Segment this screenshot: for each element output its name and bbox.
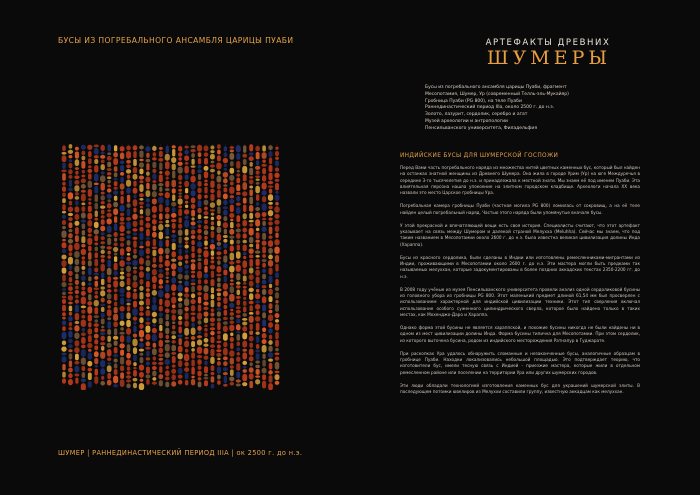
paragraph: Однако форма этой бусины не является хараппской, и похожие бусины никогда не были найдены ни в одном из мест цивилизации долины Инда. Форма бусины типична для Месопотамии. При этом сердолик, из которого выточена бусина, родом из индийского месторождения Ратнапур в Гуджарате. <box>400 325 640 343</box>
paragraph: Перед Вами часть погребального наряда из множества нитей цветных каменных бус, который был найден на останках знатной женщины из Древнего Шумера. Она жила в городе Урим (Ур) на юге Междуречья в середине 3-го тысячелетия до н.э. и принадлежала к местной знати. Мы знаем её под именем Пуаби. Эта влиятельная персона нашла упокоение на элитном городском кладбище. Археологи начала XX века назвали это место Царское гробницы Ура. <box>400 165 640 195</box>
artifact-metadata <box>425 85 625 133</box>
left-page-title: БУСЫ ИЗ ПОГРЕБАЛЬНОГО АНСАМБЛЯ ЦАРИЦЫ ПУАБИ <box>58 36 294 45</box>
paragraph: В 2008 году учёные из музея Пенсильванского университета провели анализ одной сердоликовой бусины из головного убора из гробницы PG 800. Этот маленький предмет длиной 61,54 мм был просверлен с использованием характерной для индийской цивилизации техники. Этот тип сверления включал использование особого суженного цилиндрического сверла, которое было найдено только в таких местах, как Мохенджо-Даро и Хараппа. <box>400 286 640 317</box>
header-title: ШУМЕРЫ <box>486 47 612 69</box>
photo-caption: ШУМЕР | РАННЕДИНАСТИЧЕСКИЙ ПЕРИОД IIIA | ок 2500 г. до н.э. <box>58 449 303 457</box>
metadata-line: Золото, лазурит, сердолик, серебро и агат <box>425 112 528 118</box>
metadata-line: Музей археологии и антропологии <box>425 118 508 124</box>
section-heading: ИНДИЙСКИЕ БУСЫ ДЛЯ ШУМЕРСКОЙ ГОСПОЖИ <box>400 153 559 159</box>
metadata-line: Бусы из погребального ансамбля царицы Пуаби, фрагмент <box>425 85 567 90</box>
paragraph: Эти люди обладали технологией изготовления каменных бус для украшений шумерской элиты. В последующем потомки ювелиров из Мелуххи составили группу, известную аккадцам как мелуххан. <box>400 382 640 394</box>
article-body <box>400 165 640 402</box>
paragraph: Погребальная камера гробницы Пуаби (частная могила PG 800) ломилась от сокровищ, а на её теле найден целый погребальный наряд. Частью этого наряда были упомянутые вначале бусы. <box>400 203 640 215</box>
metadata-line: Пенсильванского университета, Филадельфия <box>425 125 538 131</box>
beaded-necklace-photo <box>58 140 283 390</box>
paragraph: Бусы из красного сердолика, были сделаны в Индии или изготовлены ремесленниками-мигрантами из Индии, проживающими в Месопотамии около 2600 г. до н.э. Эти мастера могли быть предками так называемых мелуххан, которые задокументированы в более поздних аккадских текстах 2350-2200 гг. до н.э. <box>400 254 640 279</box>
metadata-line: Раннединастический период IIIа, около 2500 г. до н.э. <box>425 105 555 111</box>
header-subtitle: АРТЕФАКТЫ ДРЕВНИХ <box>485 38 611 48</box>
paragraph: У этой прекрасной и впечатляющей вещи есть своя история. Специалисты считают, что этот артефакт указывает на связь между Шумером и далекой страной Мелухха (Meluhha). Сейчас мы знаем, что под таким названием в Месопотамии около 2600 г. до н.э. была известна великая цивилизация долины Инда (Хараппа). <box>400 222 640 247</box>
paragraph: При раскопках Ура удалось обнаружить сломанные и незаконченные бусы, аналогичные образцам в гробнице Пуаби. Находки локализовались небольшой площадью. Это подтверждает теорию, что изготовители бус, имели тесную связь с Индией - приезжие мастера, которые жили в отдельном ремесленном районе или поселении на территории Ура или других шумерских городов. <box>400 350 640 375</box>
metadata-line: Месопотамия, Шумер, Ур (современный Телль-эль-Мукайяр) <box>425 91 569 97</box>
metadata-line: Гробница Пуаби (PG 800), на теле Пуаби <box>425 98 522 104</box>
